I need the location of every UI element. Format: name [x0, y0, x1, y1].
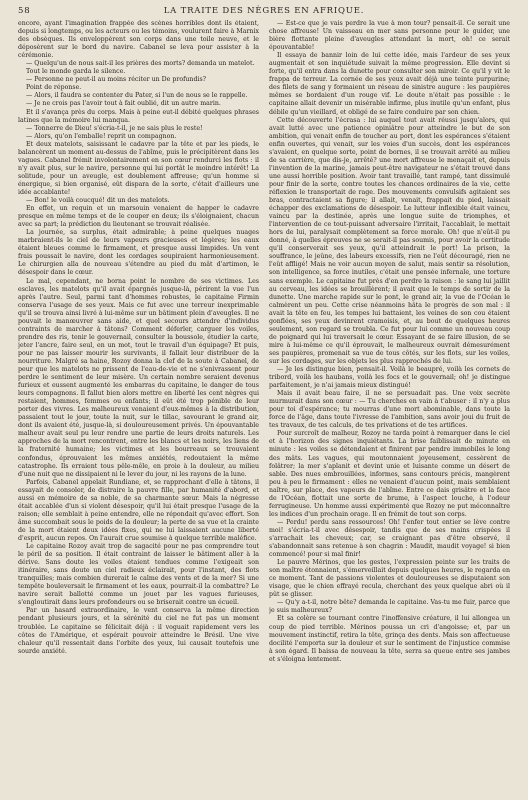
paragraph: Le mal, cependant, ne borna point le nombre de ses victimes. Les esclaves, les matelots qu'il avait épargnés jusque-là, périrent la vue l'un après l'autre. Seul, parmi tant d'hommes robustes, le capitaine Firmin conserva l'usage de ses yeux. Mais ce fut avec une terreur inexprimable qu'il se trouva ainsi livré à lui-même sur un bâtiment plein d'aveugles. Il ne pouvait le manœuvrer sans aide, et quel secours attendre d'individus contraints de marcher à tâtons? Comment déferler, carguer les voiles, prendre des ris, tenir le gouvernail, consulter la boussole, étudier la carte, jeter l'ancre, faire seul, en un mot, tout le travail d'un équipage? Et puis, pour ne pas laisser mourir les survivants, il fallait leur distribuer de la nourriture. Malgré sa haine, Rozoy donna la clef de la soute à Cabanel, de peur que les matelots ne prissent de l'eau-de-vie et ne s'enivrassent pour perdre le sentiment de leur misère. Un certain nombre seraient devenus furieux et eussent augmenté les embarras du capitaine, le danger de tous leurs compagnons. Il fallut bien alors mettre en liberté les cent nègres qui restaient, hommes, femmes ou enfants; il eût été trop pénible de leur porter des vivres. Les malheureux venaient d'eux-mêmes à la distribution, passaient tout le jour, toute la nuit, sur le tillac, savourant le grand air, dont ils avaient été, jusque-là, si douloureusement privés. Un épouvantable malheur avait seul pu leur rendre une partie de leurs droits naturels. Les approches de la mort rencontrent, entre les blancs et les noirs, les liens de la fraternité humaine; les victimes et les bourreaux se trouvaient confondus, éprouvaient les mêmes anxiétés, redoutaient la même catastrophe. Ils erraient tous pêle-mêle, en proie à la douleur, au milieu d'une nuit que ne dissipaient ni le lever du jour, ni les rayons de la lune.: [18, 277, 259, 478]
page-header: [18, 6, 510, 20]
paragraph: Le pauvre Mérinos, que les gestes, l'expression peinte sur les traits de son maître étonnaient, s'émerveillait depuis quelques heures, le regarda en ce moment. Tant de passions violentes et douloureuses se disputaient son visage, que le chien effrayé recula, cherchant des yeux quelque abri où il pût se glisser.: [269, 559, 510, 599]
paragraph: — Tonnerre de Dieu! s'écria-t-il, je ne sais plus le reste!: [26, 124, 203, 132]
paragraph: encore, ayant l'imagination frappée des scènes horribles dont ils étaient, depuis si longtemps, ou les acteurs ou les témoins, voulurent faire à Marnix des obsèques. Ils enveloppèrent son corps dans une toile neuve, et le déposèrent sur le bord du navire. Cabanel se leva pour assister à la cérémonie.: [18, 20, 259, 60]
left-column: [18, 20, 259, 790]
paragraph: Et il s'avança près du corps. Mais à peine eut-il débité quelques phrases latines que la mémoire lui manqua.: [18, 108, 259, 124]
paragraph: — Je ne crois pas l'avoir tout à fait oublié, dit un autre marin.: [26, 100, 221, 108]
paragraph: — Alors, qu'on l'emballe! reprit un compagnon.: [26, 132, 177, 140]
paragraph: — Bon! le voilà coucqué! dit un des matelots.: [26, 197, 170, 205]
paragraph: — Alors, il faudra se contenter du Pater, si l'un de nous se le rappelle.: [26, 92, 248, 100]
paragraph: Le capitaine Rozoy avait trop de sagacité pour ne pas comprendre tout le péril de sa position. Il était contraint de laisser le bâtiment aller à la dérive. Sans doute les voiles étaient tendues comme l'exigeait son itinéraire, sans doute un ciel radieux éclairait, pour l'instant, des flots tranquilles; mais combien durerait le calme des vents et de la mer? Si une tempête bouleversait le firmament et les eaux, pourrait-il la combattre? Le navire serait ballotté comme un jouet par les vagues furieuses, s'engloutirait dans leurs profondeurs ou se briserait contre un écueil.: [18, 543, 259, 607]
paragraph: Cette découverte l'écrasa : lui auquel tout avait réussi jusqu'alors, qui avait lutté avec une patience opiniâtre pour atteindre le but de son ambition, qui venait enfin de toucher au port, dont les espérances s'étaient enfin ouvertes, qui venait, sur les voies d'un succès, dont les espérances s'avaient, en quelque sorte, point de bornes, il se trouvait arrêté au milieu de sa carrière, que dis-je, arrêté? une mort affreuse le menaçait et, depuis l'invention de la marine, jamais peut-être navigateur ne s'était trouvé dans une aussi horrible position. Avoir tant travaillé, tant rampé, tant dissimulé pour finir de la sorte, contre toutes les chances ordinaires de la vie, cette réflexion le transportait de rage. Des mouvements convulsifs agitaient ses bras, contractaient sa figure; il allait, venait, frappait du pied, laissait échapper des exclamations de désespoir. Le lutteur inflexible était vaincu, vaincu par la destinée, après une longue suite de triomphes, et l'intervention de ce tout-puissant adversaire l'irritait, l'accablait, le mettait hors de lui, paralysait complètement sa force morale. Oh! que n'eût-il pu donné, à quelles épreuves ne se serait-il pas soumis, pour avoir la certitude qu'il conserverait ses yeux, qu'il atteindrait le port! La prison, la souffrance, le jeûne, des labeurs excessifs, rien ne l'eût découragé, rien ne l'eût affligé! Mais ne voir aucun moyen de salut, mais sentir sa résolution, son intelligence, sa force inutiles, c'était une pensée infernale, une torture sans exemple. Le capitaine fut près d'en perdre la raison : le sang lui jaillit au cerveau, les idées se brouillèrent; il avait que le temps de sortir de la dunette. Une marche rapide sur le pont, le grand air, la vue de l'Océan le calmèrent un peu. Cette crise néanmoins hâta le progrès de son mal : il avait la tête en feu, les tempes lui battaient, les veines de son cou étaient gonflées, ses yeux devinrent cramoisis, et, au bout de quelques heures seulement, son regard se troubla. Ce fut pour lui comme un nouveau coup de poignard qui lui traversait le cœur. Essayant de se faire illusion, de se mire à lui-même ce qu'il éprouvait, le malheureux ouvrait démesurément ses paupières, promenait sa vue de tous côtés, sur les flots, sur les voiles, sur les cordages, sur les objets les plus rapprochés de lui.: [269, 116, 510, 365]
paragraph: Point de réponse.: [26, 84, 82, 92]
paragraph: — Perdu! perdu sans ressources! Oh! l'enfer tout entier se lève contre moi! s'écria-t-il avec désespoir, tandis que de ses mains crispées il s'arrachait les cheveux; car, se craignant pas d'être observé, il s'abandonnait sans retenue à son chagrin : Maudit, maudit voyage! si bien commencé! pour si mal finir!: [269, 518, 510, 559]
running-title: LA TRAITE DES NÈGRES EN AFRIQUE.: [163, 6, 365, 16]
paragraph: Et sa colère se tournant contre l'inoffensive créature, il lui allongea un coup de pied terrible. Mérinos poussa un cri d'angoisse; et, par un mouvement instinctif, retira la tête, grinça des dents. Mais son affectueuse docilité l'emporta sur la douleur et sur le sentiment de l'injustice commise à son égard. Il baissa de nouveau la tête, serra sa queue entre ses jambes et s'éloigna lentement.: [269, 615, 510, 663]
paragraph: Par un hasard extraordinaire, le vent conserva la même direction pendant plusieurs jours, et la sérénité du ciel ne fut pas un moment troublée. Le capitaine se félicitait déjà : il voguait rapidement vers les côtes de l'Amérique, et espérait pouvoir atteindre le Brésil. Une vive chaleur qu'il ressentait dans l'orbite des yeux, lui causait toutefois une sourde anxiété.: [18, 607, 259, 655]
paragraph: En effet, un requin et un marsouin venaient de happer le cadavre presque en même temps et de le couper en deux; ils s'éloignaient, chacun avec sa part; la prédiction du lieutenant se trouvait réalisée.: [18, 205, 259, 229]
paragraph: — Qu'y a-t-il, notre bête? demanda le capitaine. Vas-tu me fuir, parce que je suis malheureux?: [269, 599, 510, 615]
paragraph: — Personne ne peut-il au moins réciter un De profundis?: [26, 76, 207, 84]
paragraph: Et deux matelots, saisissant le cadavre par la tête et par les pieds, le balancèrent un moment au-dessus de l'abîme, puis le précipitèrent dans les vagues. Cabanel frémit involontairement en son cœur rendurci les flots : il n'y avait plus, sur le navire, personne qui lui portât le moindre intérêt! La solitude, pour un aveugle, est doublement affreuse; qu'un homme si énergique, si bien organisé, eût dispara de la sorte, c'était d'ailleurs une idée accablante!: [18, 140, 259, 196]
text-columns: [18, 20, 510, 790]
paragraph: — Je les distingue bien, pensait-il. Voilà le beaupré, voilà les cornets de tribord, voilà les haubans, voilà les focs et le gouvernail; oh! je distingue parfaitement, je n'ai jamais mieux distingué!: [269, 366, 510, 390]
page-number: 58: [18, 6, 31, 16]
paragraph: Il essaya de bannir loin de lui cette idée, mais l'ardeur de ses yeux augmentait et son inquiétude suivait la même progression. Elle devint si forte, qu'il entra dans la dunette pour consulter son miroir. Ce qu'il y vit le frappa de terreur. La cornée de ses yeux avait déjà une teinte purpurine; des filets de sang y formaient un réseau de sinistre augure : les paupières mêmes se bordaient d'un rouge vif. Le doute n'était pas possible : le capitaine allait devenir un misérable infirme, plus inutile qu'un enfant, plus débile qu'un vieillard, et obligé de se faire conduire par son chien.: [269, 52, 510, 116]
paragraph: La journée, sa surplus, était admirable; à peine quelques nuages marbraient-ils le ciel de leurs vapeurs gracieuses et légères; les eaux étaient bleues comme le firmament, et presque aussi limpides. Un vent frais poussait le navire, dont les cordages soupiraient harmonieusement. Le chirurgien alla de nouveau s'étendre au pied du mât d'artimon, le désespoir dans le cœur.: [18, 229, 259, 277]
paragraph: — Est-ce que je vais perdre la vue à mon tour? pensait-il. Ce serait une chose affreuse! Un vaisseau en mer sans personne pour le guider, une bière flottante pleine d'aveugles attendant la mort, oh! ce serait épouvantable!: [269, 20, 510, 52]
paragraph: Mais il avait beau faire, il ne se persuadait pas. Une voix secrète murmurait dans son cœur : — Tu cherches en vain à t'abuser : il n'y a plus pour toi d'espérance; tu mourras d'une mort abominable, dans toute la force de l'âge, dans toute l'ivresse de l'ambition, sans avoir joui du fruit de tes travaux, de tes calculs, de tes privations et de tes artifices.: [269, 390, 510, 430]
paragraph: Parfois, Cabanel appelait Rundiane, et, se rapprochant d'elle à tâtons, il essayait de consoler, de distraire la pauvre fille, par humanité d'abord, et aussi en mémoire de sa noble, de sa charmante sœur. Mais la négresse était accablée d'un si violent désespoir, qu'il lui était presque l'usage de la raison; elle semblait à peine entendre, elle ne répondait qu'avec effort. Son âme succombait sous le poids de la douleur; la perte de sa vue et la crainte de la mort étaient deux idées fixes, qui ne lui laissaient aucune liberté d'esprit, aucun repos. On l'aurait crue soumise à quelque terrible maléfice.: [18, 478, 259, 542]
paragraph: — Quelqu'un de nous sait-il les prières des morts? demanda un matelot.: [26, 60, 255, 68]
paragraph: Tout le monde garda le silence.: [26, 68, 126, 76]
right-column: [269, 20, 510, 790]
paragraph: Pour surcroît de malheur, Rozoy ne tarda point à remarquer dans le ciel et à l'horizon des signes inquiétants. La brise faiblissait de minute en minute : les voiles se détendaient et finirent par pendre immobiles le long des mâts. Les vagues, qui moutonnaient joyeusement, cessèrent de folâtrer; la mer s'aplanit et devint unie et luisante comme un désert de sable. Des nues embrouillées, informes, sans contours précis, mangèrent peu à peu le firmament : elles ne venaient d'aucun point, mais semblaient naître, sur place, des vapeurs de l'abîme. Entre ce dais grisâtre et la face de l'Océan, flottait une sorte de brume, à l'aspect louche, à l'odeur ferrugineuse. Un homme aussi expérimenté que Rozoy ne put méconnaître les indices d'un prochain orage. Il en frémit de tout son corps.: [269, 430, 510, 518]
